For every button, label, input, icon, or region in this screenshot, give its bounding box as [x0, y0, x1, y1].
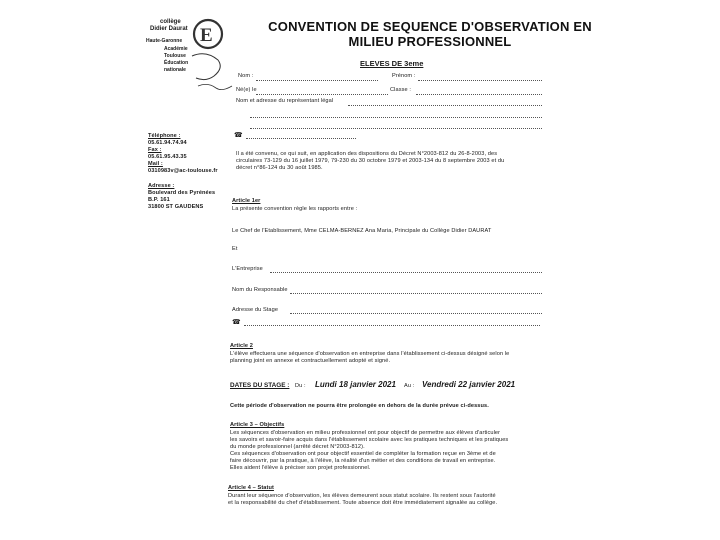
fax-label: Fax : — [148, 147, 162, 153]
classe-field[interactable] — [416, 94, 542, 95]
legal-intro-line-3: décret n°86-124 du 30 août 1985. — [236, 165, 323, 171]
article1-heading: Article 1er — [232, 198, 261, 204]
representant-label: Nom et adresse du représentant légal — [236, 98, 334, 104]
logo-line-toulouse: Toulouse — [164, 53, 186, 59]
representant-field-2[interactable] — [250, 117, 542, 118]
article4-heading: Article 4 – Statut — [228, 485, 274, 491]
document-subtitle: ELEVES DE 3eme — [360, 59, 424, 68]
article2-line-1: L'élève effectuera une séquence d'observation en entreprise dans l'établissement ci-dessus désigné selon le — [230, 351, 510, 357]
adresse-stage-field[interactable] — [290, 313, 542, 314]
logo-line-education: Éducation — [164, 60, 189, 66]
tel-label: Téléphone : — [148, 133, 181, 139]
adresse-line-1: Boulevard des Pyrénées — [148, 190, 216, 196]
article4-line-1: Durant leur séquence d'observation, les élèves demeurent sous statut scolaire. Ils restent sous l'autorité — [228, 493, 496, 499]
article4-line-2: et la responsabilité du chef d'établissement. Toute absence doit être immédiatement signalée au collège. — [228, 500, 498, 506]
ne-le-field[interactable] — [256, 94, 388, 95]
legal-intro-line-2: circulaires 73-129 du 16 juillet 1979, 79-230 du 30 octobre 1979 et 2003-134 du 8 septembre 2003 et du — [236, 158, 505, 164]
adresse-line-2: B.P. 161 — [148, 197, 170, 203]
nom-field[interactable] — [256, 80, 378, 81]
representant-field-1[interactable] — [348, 105, 542, 106]
nom-label: Nom : — [238, 73, 254, 79]
article2-line-2: planning joint en annexe et contractuellement adopté et signé. — [230, 358, 391, 364]
logo-line-name: Didier Daurat — [150, 26, 188, 32]
article3-heading: Article 3 – Objectifs — [230, 422, 285, 428]
stage-phone-icon: ☎ — [232, 319, 241, 326]
dates-start: Lundi 18 janvier 2021 — [315, 380, 396, 389]
prenom-field[interactable] — [418, 80, 542, 81]
entreprise-field[interactable] — [270, 272, 542, 273]
ne-le-label: Né(e) le — [236, 87, 257, 93]
article3-line-4: Ces séquences d'observation ont pour objectif essentiel de compléter la formation reçue en 3ème et de — [230, 451, 496, 457]
logo-line-college: collège — [160, 19, 181, 25]
dates-note: Cette période d'observation ne pourra être prolongée en dehors de la durée prévue ci-dessus. — [230, 403, 489, 409]
article3-line-3: du monde professionnel (arrêté décret N°2003-812). — [230, 444, 365, 450]
article1-chef-line: Le Chef de l'Etablissement, Mme CELMA-BERNEZ Ana Maria, Principale du Collège Didier DAURAT — [232, 228, 492, 234]
representant-field-3[interactable] — [250, 128, 542, 129]
dates-label: DATES DU STAGE : — [230, 382, 290, 389]
document-title-line-2: MILIEU PROFESSIONNEL — [348, 34, 512, 49]
article3-line-5: faire découvrir, par la pratique, à l'élève, la réalité d'un métier et des conditions de travail en entreprise. — [230, 458, 496, 464]
article1-body: La présente convention règle les rapports entre : — [232, 206, 358, 212]
dates-end: Vendredi 22 janvier 2021 — [422, 380, 516, 389]
adresse-label: Adresse : — [148, 183, 175, 189]
fax-value: 05.61.95.43.35 — [148, 154, 187, 160]
adresse-stage-label: Adresse du Stage — [232, 307, 279, 313]
classe-label: Classe : — [390, 87, 412, 93]
article1-et: Et — [232, 246, 238, 252]
document-title-line-1: CONVENTION DE SEQUENCE D'OBSERVATION EN — [268, 19, 592, 34]
article3-line-2: les savoirs et savoir-faire acquis dans l'établissement scolaire avec les pratiques techniques et les pratiques — [230, 437, 509, 443]
mail-label: Mail : — [148, 161, 163, 167]
article3-line-1: Les séquences d'observation en milieu professionnel ont pour objectif de permettre aux élèves d'articuler — [230, 430, 501, 436]
prenom-label: Prénom : — [392, 73, 416, 79]
responsable-field[interactable] — [290, 293, 542, 294]
article2-heading: Article 2 — [230, 343, 253, 349]
logo-line-dept: Haute-Garonne — [146, 38, 183, 44]
tel-value: 05.61.94.74.94 — [148, 140, 187, 146]
responsable-label: Nom du Responsable — [232, 287, 288, 293]
mail-value: 0310983v@ac-toulouse.fr — [148, 168, 218, 174]
dates-au: Au : — [404, 383, 415, 389]
logo-line-academie: Académie — [164, 46, 188, 52]
article3-line-6: Elles aident l'élève à préciser son projet professionnel. — [230, 465, 371, 471]
entreprise-label: L'Entreprise — [232, 266, 263, 272]
student-phone-field[interactable] — [246, 138, 356, 139]
dates-du: Du : — [295, 383, 306, 389]
stage-phone-field[interactable] — [244, 325, 540, 326]
svg-text:E: E — [200, 25, 213, 46]
adresse-line-3: 31800 ST GAUDENS — [148, 204, 204, 210]
phone-icon: ☎ — [234, 132, 243, 139]
legal-intro-line-1: Il a été convenu, ce qui suit, en application des dispositions du Décret N°2003-812 du 26-8-2003, des — [236, 151, 498, 157]
logo-line-nationale: nationale — [164, 67, 186, 73]
